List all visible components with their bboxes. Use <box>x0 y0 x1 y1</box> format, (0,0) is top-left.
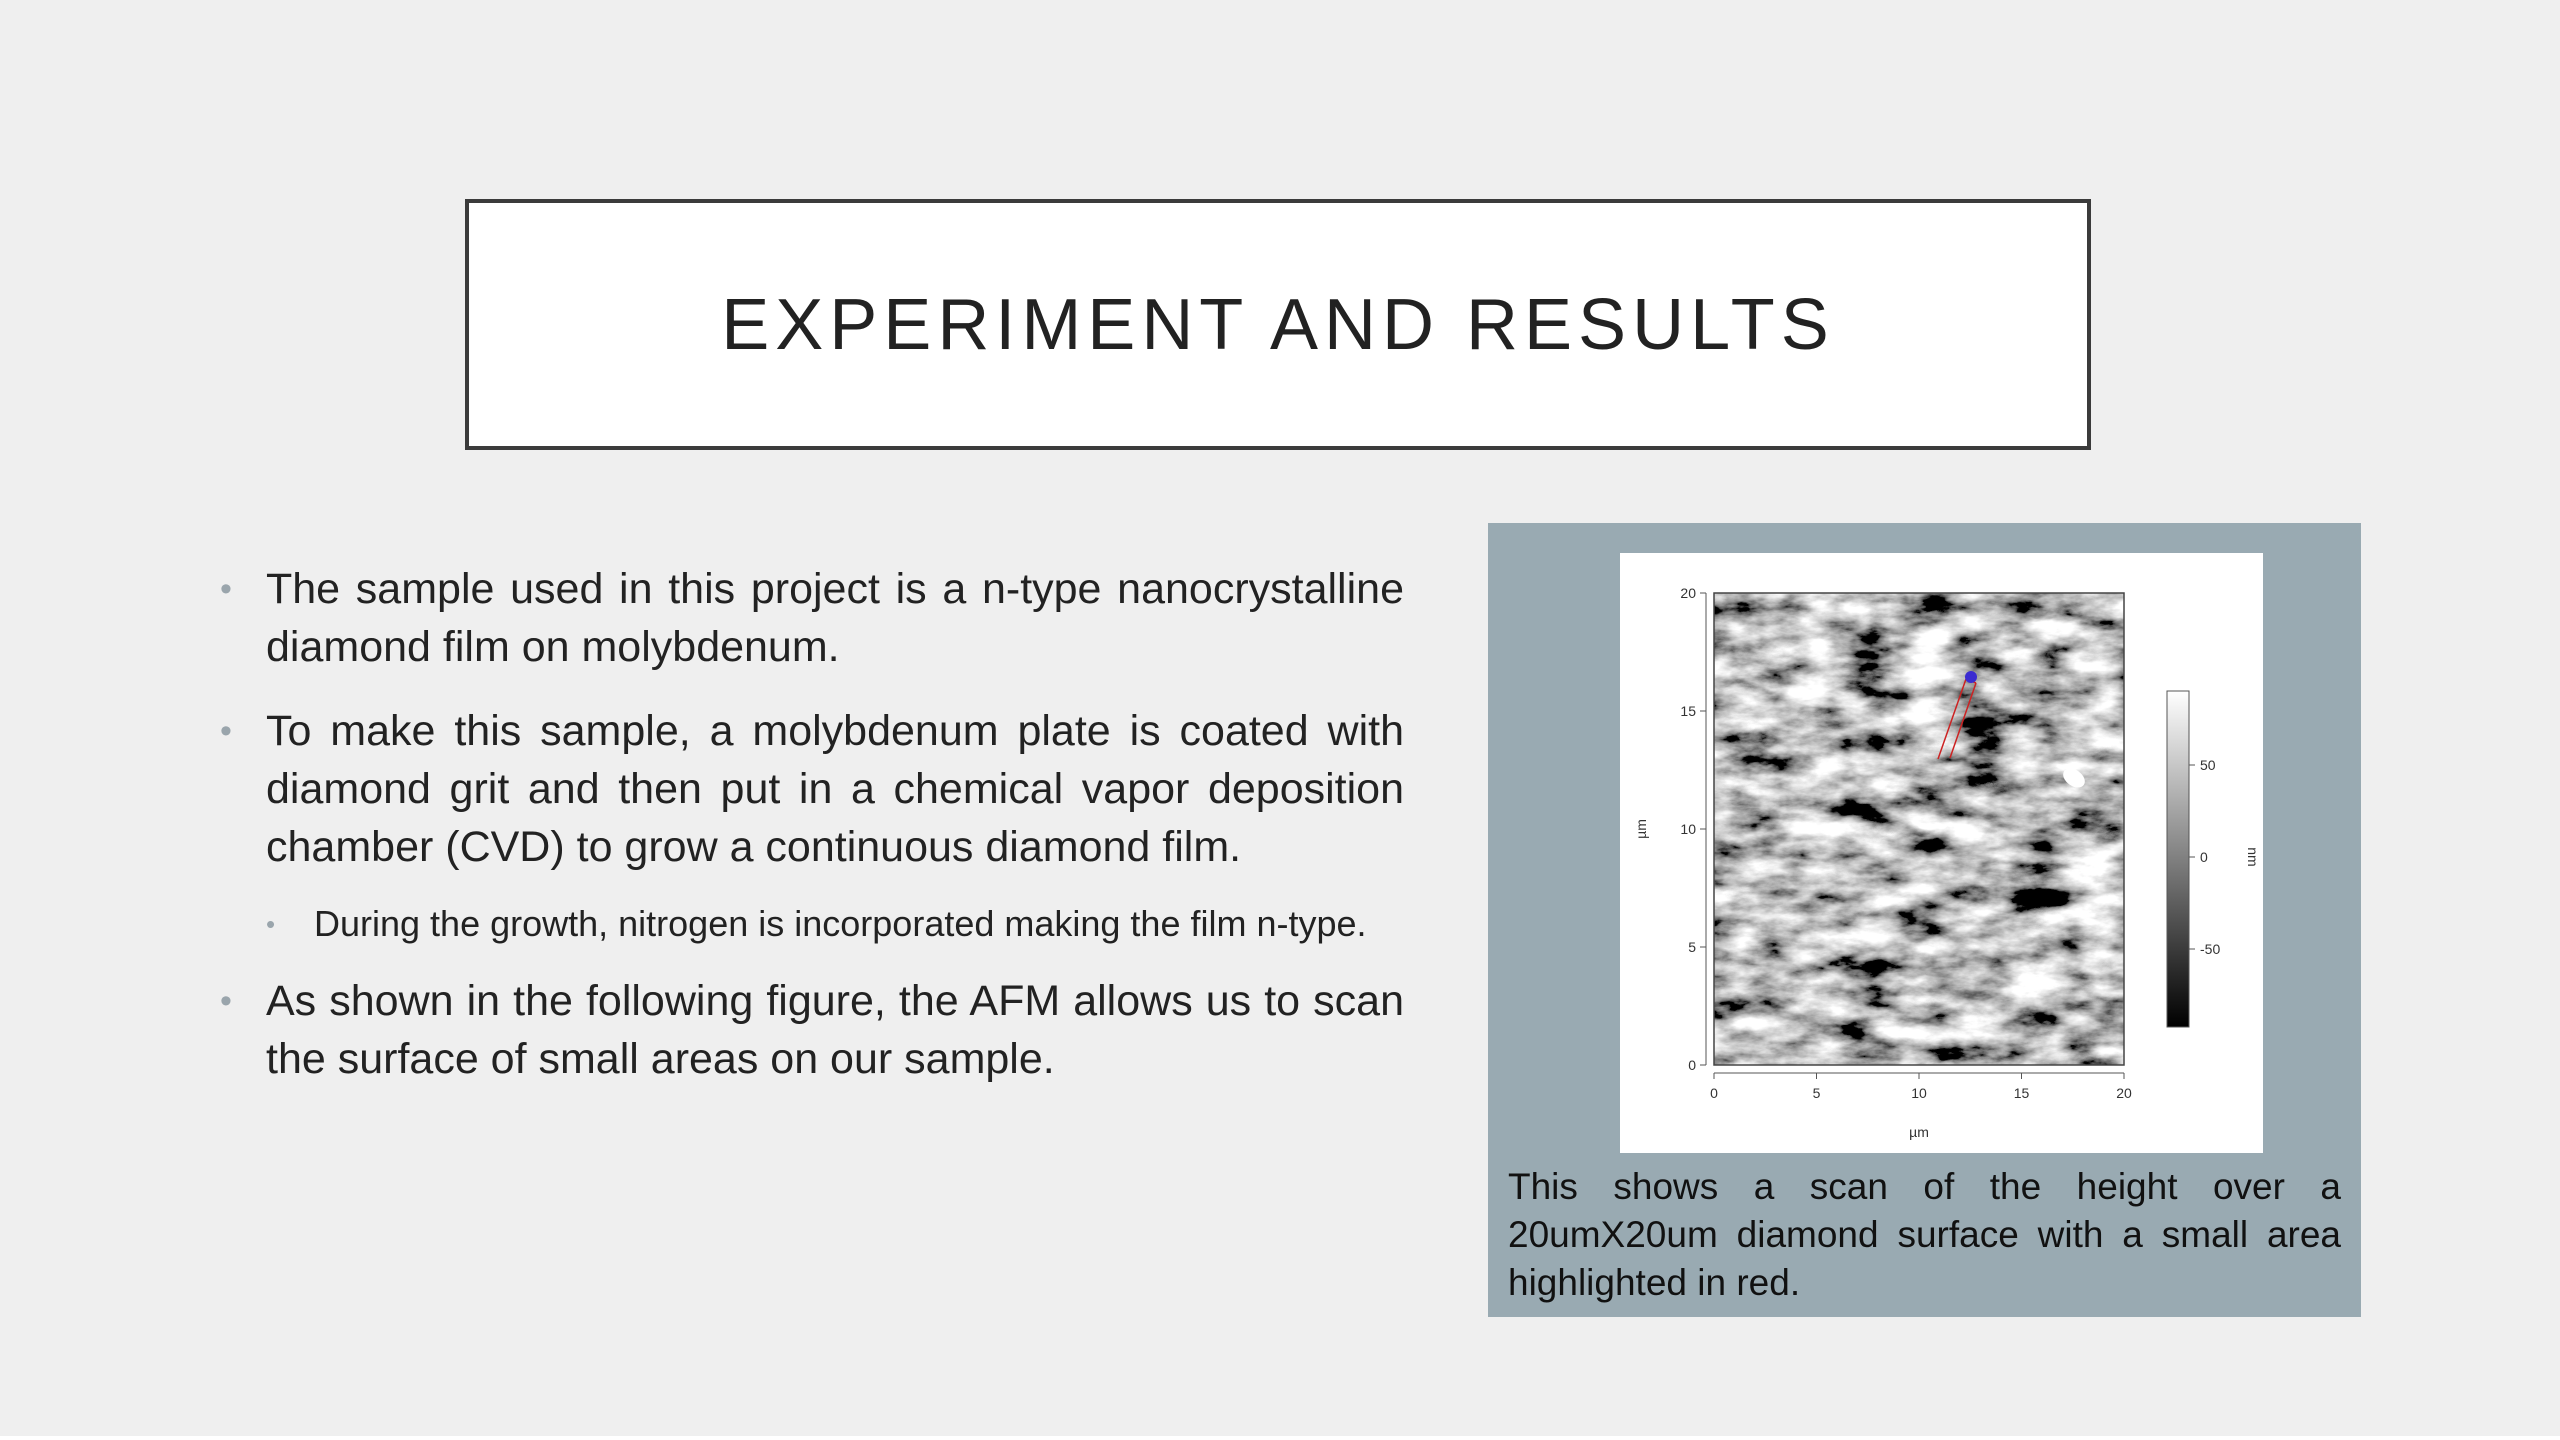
x-tick-label: 20 <box>2116 1085 2132 1101</box>
afm-scan-image <box>1714 593 2124 1065</box>
y-tick-label: 20 <box>1680 585 1696 601</box>
sub-bullet-item <box>214 898 1404 950</box>
figure-panel <box>1488 523 2361 1317</box>
colorbar-unit-label: nm <box>2245 847 2261 867</box>
y-tick-label: 5 <box>1688 939 1696 955</box>
colorbar-tick-label: 0 <box>2200 849 2208 865</box>
y-tick-label: 0 <box>1688 1057 1696 1073</box>
figure-caption: This shows a scan of the height over a 20umX20um diamond surface with a small area highlighted in red. <box>1508 1166 2341 1303</box>
bullet-text: To make this sample, a molybdenum plate is coated with diamond grit and then put in a chemical vapor deposition chamber (CVD) to grow a continuous diamond film. <box>266 707 1404 871</box>
bullet-text: During the growth, nitrogen is incorporated making the film n-type. <box>314 903 1367 944</box>
x-tick-label: 5 <box>1812 1085 1821 1101</box>
bullet-list <box>214 560 1404 1114</box>
bullet-dot: • <box>220 712 232 750</box>
slide-title: EXPERIMENT AND RESULTS <box>721 284 1835 365</box>
afm-figure <box>1620 553 2263 1153</box>
afm-scan-svg <box>1620 553 2263 1153</box>
colorbar <box>2167 691 2261 1027</box>
x-axis <box>1710 1073 2132 1140</box>
bullet-dot: • <box>266 909 276 939</box>
bullet-text: The sample used in this project is a n-type nanocrystalline diamond film on molybdenum. <box>266 565 1404 671</box>
bullet-item <box>214 972 1404 1088</box>
x-axis-label: µm <box>1909 1124 1929 1140</box>
x-tick-label: 15 <box>2013 1085 2030 1101</box>
colorbar-tick-label: -50 <box>2200 941 2221 957</box>
bullet-dot: • <box>220 570 232 608</box>
colorbar-gradient <box>2167 691 2189 1027</box>
marker-dot <box>1965 671 1977 683</box>
y-tick-label: 15 <box>1680 703 1696 719</box>
bottom-strip <box>0 1436 2560 1440</box>
y-axis-label: µm <box>1633 819 1649 839</box>
bullet-item <box>214 702 1404 876</box>
title-box <box>465 199 2091 450</box>
x-tick-label: 10 <box>1911 1085 1927 1101</box>
x-tick-label: 0 <box>1710 1085 1718 1101</box>
colorbar-tick-label: 50 <box>2200 757 2216 773</box>
y-axis <box>1633 585 1706 1073</box>
bullet-dot: • <box>220 982 232 1020</box>
y-tick-label: 10 <box>1680 821 1696 837</box>
bullet-item <box>214 560 1404 676</box>
bullet-text: As shown in the following figure, the AFM allows us to scan the surface of small areas on our sample. <box>266 977 1404 1083</box>
